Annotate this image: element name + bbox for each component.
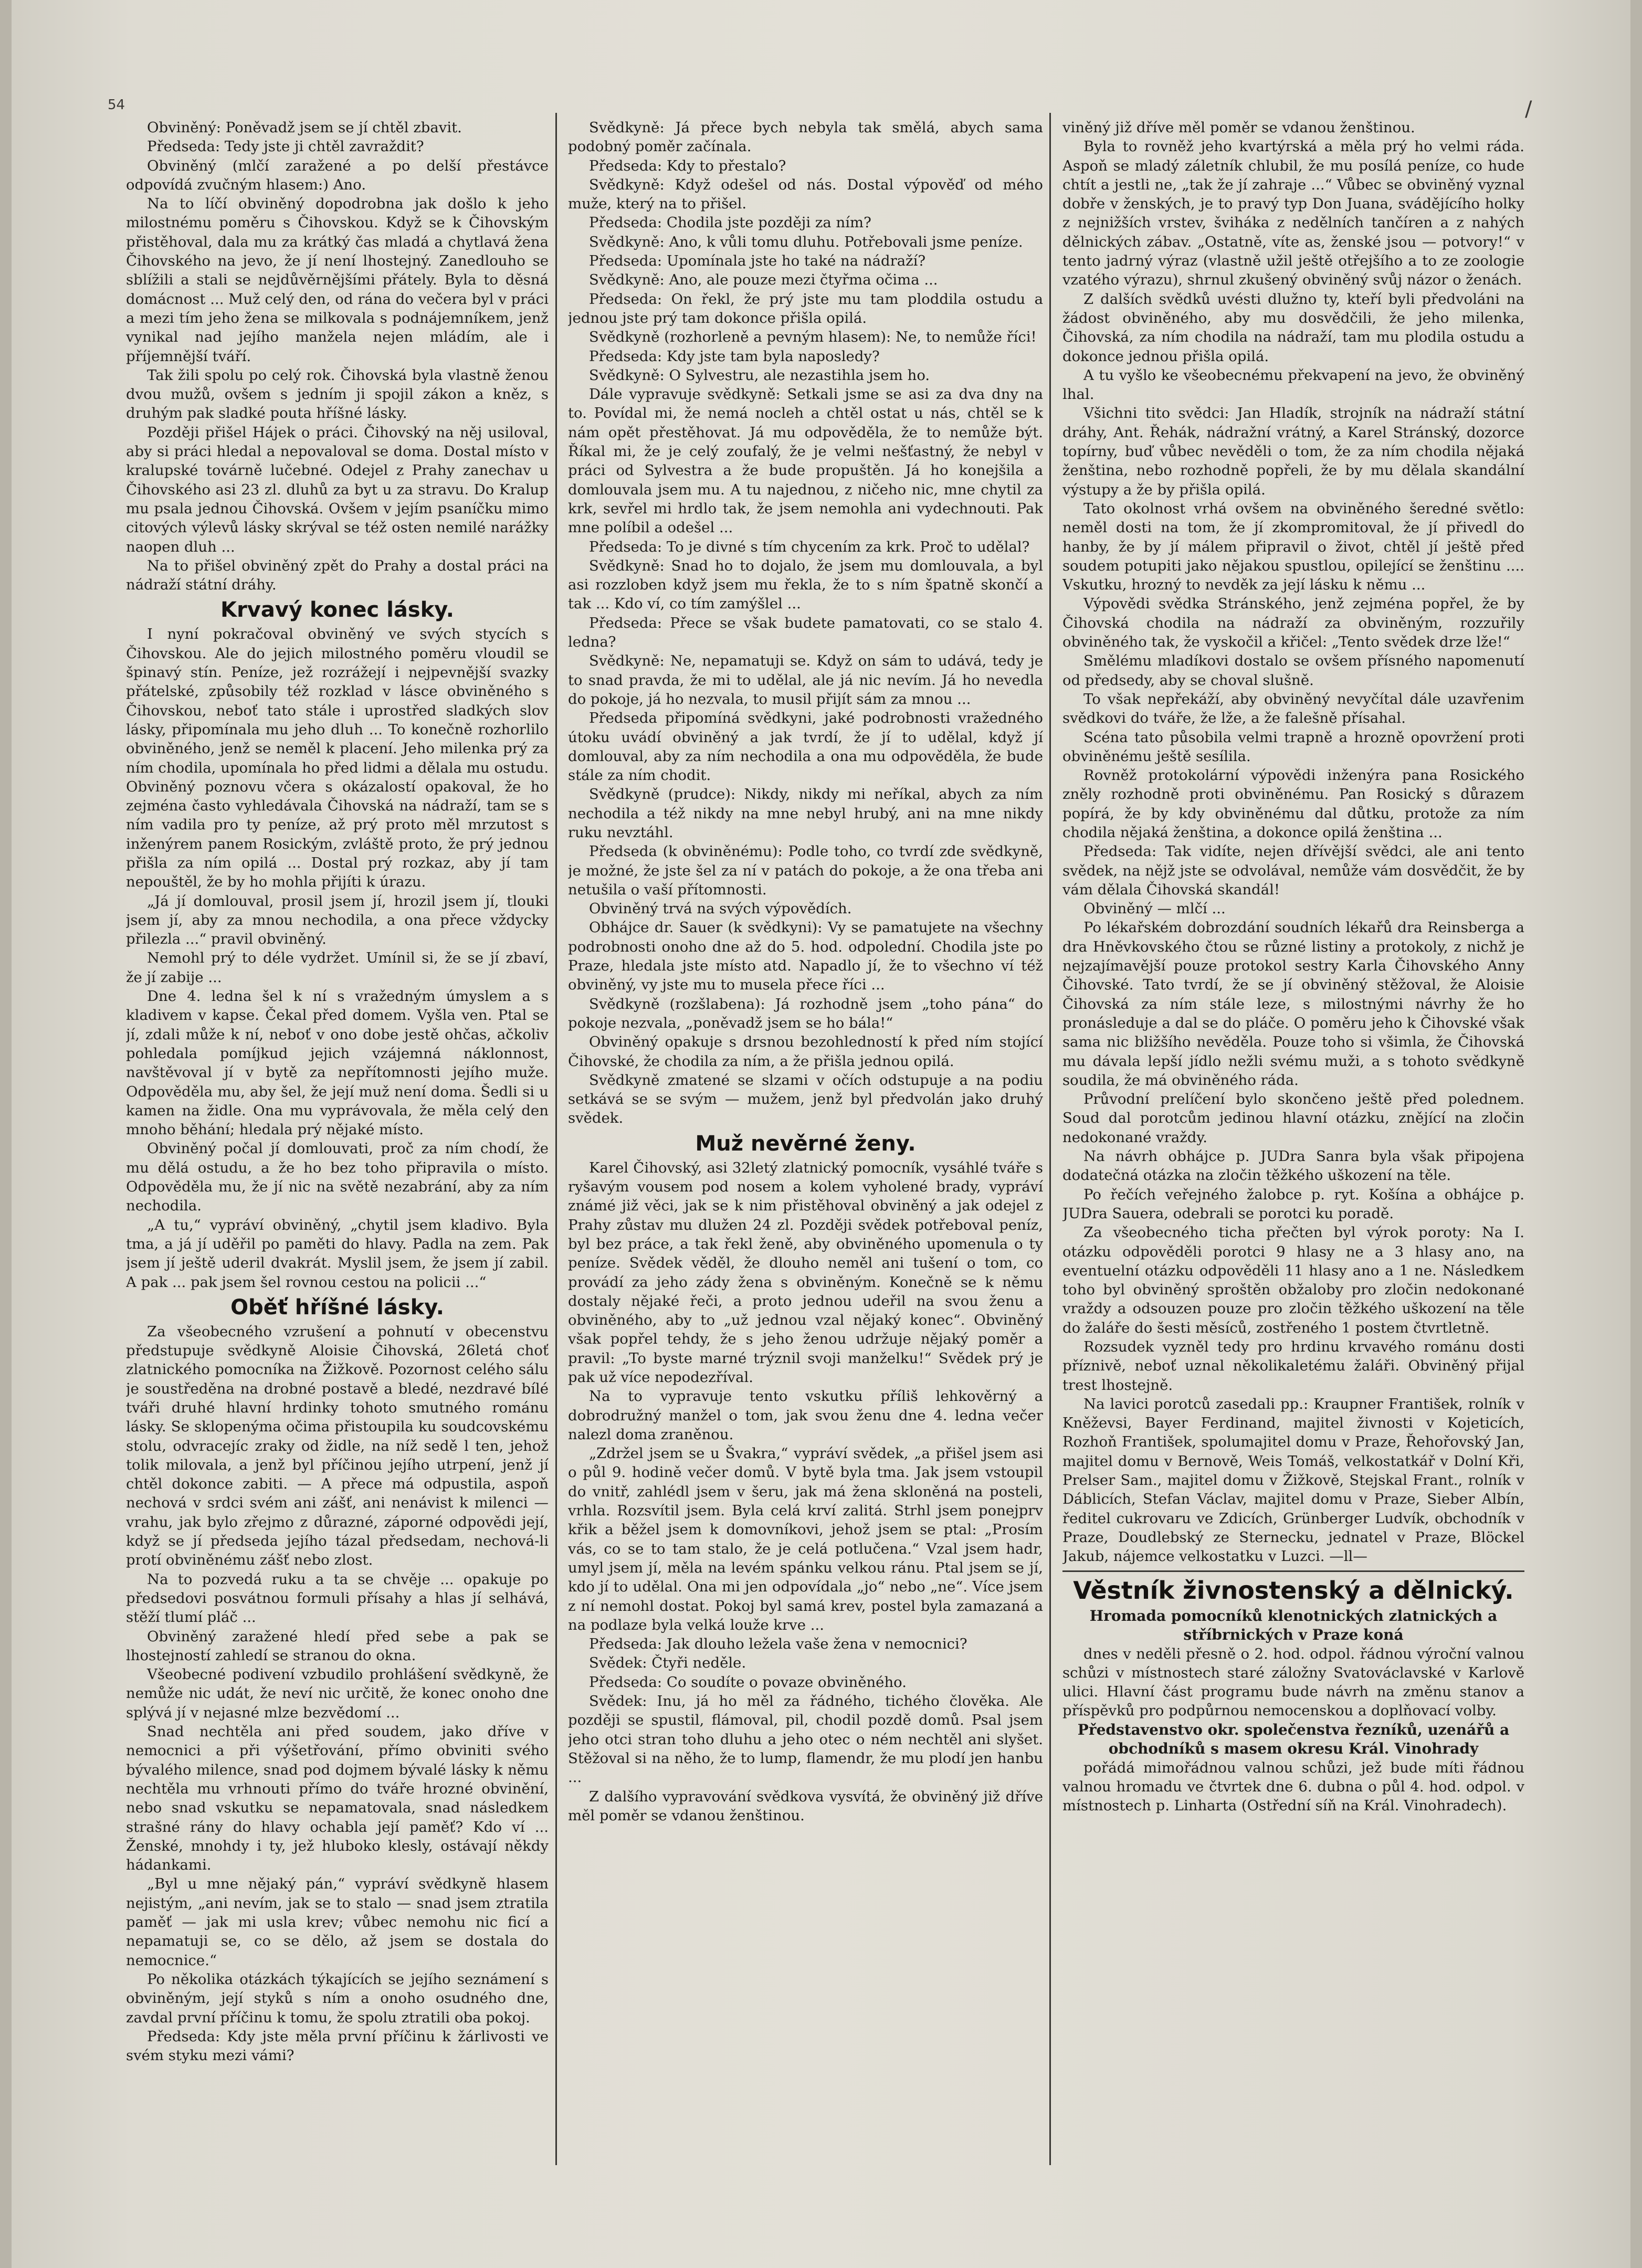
paragraph: Z dalšího vypravování svědkova vysvítá, že obviněný již dříve měl poměr se vdanou ženštinou. [568,1788,1043,1824]
paragraph: Předseda: Kdy to přestalo? [589,157,786,174]
paragraph: „Já jí domlouval, prosil jsem jí, hrozil jsem jí, tlouki jsem jí, aby za mnou nechodila, a ona přece vždycky přilezla ...“ pravil obviněný. [126,892,549,948]
page-corner-number: 54 [108,97,125,113]
section-heading: Muž nevěrné ženy. [695,1131,916,1156]
column-rule-2 [1049,113,1051,2165]
page-right-edge [1630,0,1642,2268]
paragraph: A tu vyšlo ke všeobecnému překvapení na jevo, že obviněný lhal. [1062,366,1524,403]
paragraph: Svědek: Čtyři neděle. [589,1654,746,1672]
paragraph: Všichni tito svědci: Jan Hladík, strojník na nádraží státní dráhy, Ant. Řehák, nádražní vrátný, a Karel Stránský, dozorce topírny, buď vůbec nevěděli o tom, že za ním chodila nějaká ženština, nebo rozhodně popřeli, že by mu dělala skandální výstupy a že by přišla opilá. [1062,405,1524,498]
page-left-edge [0,0,12,2268]
column-rule-1 [555,113,557,2165]
paragraph: Z dalších svědků uvésti dlužno ty, kteří byli předvoláni na žádost obviněného, aby mu dosvědčili, že jeho milenka, Čihovská, za ním chodila na nádraží, tam mu plodila ostudu a dokonce jednou přišla opilá. [1062,290,1524,365]
paragraph: Svědkyně: Já přece bych nebyla tak smělá, abych sama podobný poměr začínala. [568,119,1043,155]
paragraph: Předseda: Tedy jste ji chtěl zavraždit? [147,138,424,155]
paragraph: Obviněný trvá na svých výpovědích. [589,900,852,917]
section-heading: Oběť hříšné lásky. [230,1295,444,1320]
paragraph: Rozsudek vyzněl tedy pro hrdinu krvavého románu dosti příznivě, neboť uznal několikaletému žaláři. Obviněný přijal trest lhostejně. [1062,1338,1524,1394]
paragraph: Předseda: Přece se však budete pamatovati, co se stalo 4. ledna? [568,614,1043,651]
paragraph: Svědkyně: Ano, k vůli tomu dluhu. Potřebovali jsme peníze. [589,233,1023,250]
paragraph: Předseda: Chodila jste později za ním? [589,214,871,231]
article-column-3 [1062,118,1524,2165]
section-heading: Věstník živnostenský a dělnický. [1073,1576,1514,1605]
paragraph: Svědkyně (rozhorleně a pevným hlasem): Ne, to nemůže říci! [589,329,1037,346]
paragraph: Na to vypravuje tento vskutku příliš lehkověrný a dobrodružný manžel o tom, jak svou ženu dne 4. ledna večer nalezl doma zraněnou. [568,1388,1043,1443]
paragraph: Po lékařském dobrozdání soudních lékařů dra Reinsberga a dra Hněvkovského čtou se různé listiny a protokoly, z nichž je nejzajímavější pouze protokol sestry Karla Čihovského Anny Čihovské. Tato tvrdí, že se jí obviněný stěžoval, že Aloisie Čihovská za ním stále leze, s milostnými návrhy že ho pronásleduje a dal se do pláče. O poměru jeho k Čihovské však sama nic bližšího nevěděla. Pouze toho si všimla, že Čihovská mu dávala lepší jídlo nežli svému muži, a s tohoto svědkyně soudila, že má obviněného ráda. [1062,919,1524,1089]
paragraph: Za všeobecného ticha přečten byl výrok poroty: Na I. otázku odpověděli porotci 9 hlasy ne a 3 hlasy ano, na eventuelní otázku odpověděli 11 hlasy ano a 1 ne. Následkem toho byl obviněný sproštěn obžaloby pro zločin nedokonané vraždy a odsouzen pouze pro zločin těžkého uškození na těle do žaláře do šesti měsíců, zostřeného 1 postem čtvrtletně. [1062,1224,1524,1336]
paragraph: Všeobecné podivení vzbudilo prohlášení svědkyně, že nemůže nic udát, že neví nic určitě, že konec onoho dne splývá jí v nejasné mlze bezvědomí ... [126,1666,549,1721]
paragraph: „Zdržel jsem se u Švakra,“ vypráví svědek, „a přišel jsem asi o půl 9. hodině večer domů. V bytě byla tma. Jak jsem vstoupil do vnitř, zahlédl jsem v šeru, jak má žena skloněná na posteli, vrhla. Rozsvítil jsem. Byla celá krví zalitá. Strhl jsem ponejprv křik a běžel jsem k domovníkovi, jehož jsem se ptal: „Prosím vás, co se to tam stalo, že je celá potlučena.“ Vzal jsem hadr, umyl jsem jí, měla na levém spánku velkou ránu. Ptal jsem se jí, kdo jí to udělal. Ona mi jen odpovídala „jo“ nebo „ne“. Více jsem z ní nemohl dostat. Pokoj byl samá krev, postel byla zamazaná a na podlaze byla velká louže krve ... [568,1445,1043,1633]
paragraph: I nyní pokračoval obviněný ve svých stycích s Čihovskou. Ale do jejich milostného poměru vloudil se špinavý stín. Peníze, jež rozrážejí i nejpevnější svazky přátelské, způsobily též rozklad v lásce obviněného s Čihovskou, neboť tato stále i uprostřed sladkých slov lásky, připomínala mu jeho dluh ... To konečně rozhorlilo obviněného, jenž se neměl k placení. Jeho milenka prý za ním chodila, upomínala ho před lidmi a dělala mu ostudu. Obviněný poznovu včera s okázalostí opakoval, že ho zejména často vyhledávala Čihovská na nádraží, tam se s ním vadila pro ty peníze, až prý proto měl mrzutost s inženýrem panem Rosickým, zvláště proto, že prý jednou přišla za ním opilá ... Dostal prý rozkaz, aby jí tam nepouštěl, že by ho mohla přijíti k úrazu. [126,626,549,891]
paragraph: Na to líčí obviněný dopodrobna jak došlo k jeho milostnému poměru s Čihovskou. Když se k Čihovským přistěhoval, dala mu za krátký čas mladá a chytlavá žena Čihovského na jevo, že jí není lhostejný. Zanedlouho se sblížili a stali se nejdůvěrnějšími přátely. Byla to děsná domácnost ... Muž celý den, od rána do večera byl v práci a mezi tím jeho žena se milkovala s podnájemníkem, jenž vynikal nad jejího manžela nejen mládím, ale i příjemnější tváří. [126,195,549,365]
paragraph: Tato okolnost vrhá ovšem na obviněného šeredné světlo: neměl dosti na tom, že jí zkompromitoval, že jí přivedl do hanby, že by jí málem připravil o život, chtěl jí ještě před soudem potupiti jako nějakou spustlou, opilející se ženštinu .... Vskutku, hrozný to nevděk za její lásku k němu ... [1062,500,1524,594]
paragraph: Snad nechtěla ani před soudem, jako dříve v nemocnici a při výšetřování, přímo obviniti svého bývalého milence, snad pod dojmem bývalé lásky k němu nechtěla mu vrhnouti přímo do tváře hrozné obvinění, nebo snad vskutku se nepamatovala, snad následkem strašné rány do hlavy ochabla její paměť? Kdo ví ... Ženské, mnohdy i ty, jež hluboko klesly, ostávají někdy hádankami. [126,1723,549,1874]
article-column-1 [126,118,549,2165]
paragraph: Obviněný: Poněvadž jsem se jí chtěl zbavit. [147,119,462,136]
paragraph: viněný již dříve měl poměr se vdanou ženštinou. [1062,119,1415,136]
paragraph: Předseda: To je divné s tím chycením za krk. Proč to udělal? [589,538,1030,555]
paragraph: Předseda: Co soudíte o povaze obviněného. [589,1673,907,1691]
paragraph: Na lavici porotců zasedali pp.: Kraupner František, rolník v Kněževsi, Bayer Ferdinand, majitel živnosti v Kojeticích, Rozhoň František, spolumajitel domu v Praze, Řehořovský Jan, majitel domu v Bernově, Weis Tomáš, velkostatkář v Dolní Kři, Prelser Sam., majitel domu v Žižkově, Stejskal Frant., rolník v Dáblicích, Stefan Václav, majitel domu v Praze, Sieber Albín, ředitel cukrovaru ve Zdicích, Grünberger Ludvík, obchodník v Praze, Doudlebský ze Sternecku, jednatel v Praze, Blöckel Jakub, nájemce velkostatku v Luzci. —ll— [1062,1395,1524,1565]
paragraph: dnes v neděli přesně o 2. hod. odpol. řádnou výroční valnou schůzi v místnostech staré záložny Svatováclavské v Karlově ulici. Hlavní část programu bude návrh na změnu stanov a příspěvků pro podpůrnou nemocenskou a doplňovací volby. [1062,1645,1524,1720]
paragraph: pořádá mimořádnou valnou schůzi, jež bude míti řádnou valnou hromadu ve čtvrtek dne 6. dubna o půl 4. hod. odpol. v místnostech p. Linharta (Ostřední síň na Král. Vinohradech). [1062,1759,1524,1815]
paragraph: Později přišel Hájek o práci. Čihovský na něj usiloval, aby si práci hledal a nepovaloval se doma. Dostal místo v kralupské továrně lučebné. Odejel z Prahy zanechav u Čihovského asi 23 zl. dluhů za byt u za stravu. Do Kralup mu psala jednou Čihovská. Ovšem v jejím psaníčku mimo citových výlevů lásky skrýval se též osten nemilé narážky naopen dluh ... [126,424,549,555]
paragraph: Obviněný opakuje s drsnou bezohledností k před ním stojící Čihovské, že chodila za ním, a že přišla jednou opilá. [568,1033,1043,1070]
paragraph: Svědkyně: Snad ho to dojalo, že jsem mu domlouvala, a byl asi rozzloben když jsem mu řekla, že to s ním špatně skončí a tak ... Kdo ví, co tím zamýšlel ... [568,557,1043,613]
paragraph: Obviněný (mlčí zaražené a po delší přestávce odpovídá zvučným hlasem:) Ano. [126,157,549,193]
paragraph: Svědkyně: O Sylvestru, ale nezastihla jsem ho. [589,366,930,384]
paragraph: Obviněný počal jí domlouvati, proč za ním chodí, že mu dělá ostudu, a že ho bez toho připravila o místo. Odpověděla mu, že jí nic na světě nezabrání, aby za ním nechodila. [126,1140,549,1215]
paragraph: Výpovědi svědka Stránského, jenž zejména popřel, že by Čihovská chodila na nádraží za obviněným, rozzuřily obviněného tak, že vyskočil a křičel: „Tento svědek drze lže!“ [1062,595,1524,651]
paragraph: Předseda: Kdy jste měla první příčinu k žárlivosti ve svém styku mezi vámi? [126,2028,549,2064]
paragraph: „A tu,“ vypráví obviněný, „chytil jsem kladivo. Byla tma, a já jí uděřil po paměti do hlavy. Padla na zem. Pak jsem jí ještě uderil dvakrát. Myslil jsem, že jsem jí zabil. A pak ... pak jsem šel rovnou cestou na policii ...“ [126,1216,549,1291]
paragraph: Scéna tato působila velmi trapně a hrozně opovržení proti obviněnému ještě sesílila. [1062,729,1524,765]
paragraph: Předseda připomíná svědkyni, jaké podrobnosti vražedného útoku uvádí obviněný a jak tvrdí, že jí to udělal, když jí domlouval, aby za ním nechodila a ona mu odpověděla, že bude stále za ním chodit. [568,710,1043,784]
paragraph: Svědkyně (prudce): Nikdy, nikdy mi neříkal, abych za ním nechodila a též nikdy na mne nebyl hrubý, ani na mne nikdy ruku nevztáhl. [568,786,1043,841]
top-corner-mark: / [1525,97,1532,121]
paragraph: Předseda: On řekl, že prý jste mu tam ploddila ostudu a jednou jste prý tam dokonce přišla opilá. [568,290,1043,326]
paragraph: Smělému mladíkovi dostalo se ovšem přísného napomenutí od předsedy, aby se choval slušně. [1062,652,1524,689]
paragraph: Předseda: Tak vidíte, nejen dřívější svědci, ale ani tento svědek, na nějž jste se odvolával, nemůže vám dosvědčit, že by vám dělala Čihovská skandál! [1062,843,1524,898]
notice-heading: Hromada pomocníků klenotnických zlatnických a stříbrnických v Praze koná [1089,1607,1498,1643]
paragraph: Byla to rovněž jeho kvartýrská a měla prý ho velmi ráda. Aspoň se mladý záletník chlubil, že mu posílá peníze, co hude chtít a jestli ne, „tak že jí zahraje ...“ Vůbec se obviněný vyznal dobře v ženských, je to pravý typ Don Juana, svádějícího holky z nejnižších vrstev, šviháka z nedělních tančíren a z nahých dělnických zábav. „Ostatně, víte as, ženské jsou — potvory!“ v tento jadrný výraz (vlastně užil ještě otřejšího a to ze zoologie vzatého výrazu), shrnul zkušený obviněný svůj názor o ženách. [1062,138,1524,289]
notice-heading: Představenstvo okr. společenstva řezníků, uzenářů a obchodníků s masem okresu Král. Vinohrady [1077,1721,1510,1757]
paragraph: Dne 4. ledna šel k ní s vražedným úmyslem a s kladivem v kapse. Čekal před domem. Vyšla ven. Ptal se jí, zdali může k ní, neboť v ono dobe jestě ohčas, ačkoliv pohledala pomíjkud jejich vzájemná náklonnost, navštěvoval jí v bytě za nepřítomnosti jejího muže. Odpověděla mu, aby šel, že její muž není doma. Šedli si u kamen na židle. Ona mu vyprávovala, že měla celý den mnoho běhání; hledala prý nějaké místo. [126,988,549,1138]
paragraph: Svědkyně: Když odešel od nás. Dostal výpověď od mého muže, který na to přišel. [568,176,1043,213]
paragraph: To však nepřekáží, aby obviněný nevyčítal dále uzavřenim svědkovi do tváře, že lže, a že falešně přísahal. [1062,690,1524,727]
paragraph: Svědkyně (rozšlabena): Já rozhodně jsem „toho pána“ do pokoje nezvala, „poněvadž jsem se ho bála!“ [568,995,1043,1031]
paragraph: Obhájce dr. Sauer (k svědkyni): Vy se pamatujete na všechny podrobnosti onoho dne až do 5. hod. odpolední. Chodila jste po Praze, hledala jste místo atd. Napadlo jí, že to všechno ví též obviněný, vy jste mu to musela přece říci ... [568,919,1043,994]
paragraph: Svědkyně zmatené se slzami v očích odstupuje a na podiu setkává se se svým — mužem, jenž byl předvolán jako druhý svědek. [568,1071,1043,1127]
paragraph: Svědkyně: Ano, ale pouze mezi čtyřma očima ... [589,271,938,289]
paragraph: Průvodní prelíčení bylo skončeno ještě před polednem. Soud dal porotcům jedinou hlavní otázku, znějící na zločin nedokonané vraždy. [1062,1091,1524,1146]
paragraph: Svědek: Inu, já ho měl za řádného, tichého člověka. Ale později se spustil, flámoval, pil, chodil pozdě domů. Psal jsem jeho otci stran toho dluhu a jeho otec o ném nechtěl ani slyšet. Stěžoval si na něho, že to lump, flamendr, že mu plodí jen hanbu ... [568,1693,1043,1786]
paragraph: Po několika otázkách týkajících se jejího seznámení s obviněným, její styků s ním a onoho osudného dne, zavdal první příčinu k tomu, že spolu ztratili oba pokoj. [126,1970,549,2026]
paragraph: Karel Čihovský, asi 32letý zlatnický pomocník, vysáhlé tváře s ryšavým vousem pod nosem a kolem vyholené brady, vypráví známé již věci, jak se k nim přistěhoval obviněný a jak odejel z Prahy zůstav mu dlužen 24 zl. Později svědek potřeboval peníz, byl bez práce, a tak řekl ženě, aby obviněného upomenula o ty peníze. Svědek věděl, že dlouho neměl ani tušení o tom, co provádí za jeho zády žena s obviněným. Konečně se k němu dostaly nějaké řeči, a proto jednou udeřil na svou ženu a obviněného, aby to „už jednou vzal nějaký konec“. Obviněný však popřel tehdy, že s jeho ženou udržuje nějaký poměr a pravil: „To byste marné trýznil svoji manželku!“ Svědek prý je pak už více nepodezříval. [568,1159,1043,1386]
paragraph: Obviněný — mlčí ... [1083,900,1226,917]
paragraph: Na to pozvedá ruku a ta se chvěje ... opakuje po předsedovi posvátnou formuli přísahy a hlas jí selhává, stěží tlumí pláč ... [126,1570,549,1626]
section-divider [1062,1570,1524,1572]
paragraph: Na návrh obhájce p. JUDra Sanra byla však připojena dodatečná otázka na zločin těžkého uškození na těle. [1062,1148,1524,1184]
paragraph: Tak žili spolu po celý rok. Čihovská byla vlastně ženou dvou mužů, ovšem s jedním ji spojil zákon a kněz, s druhým pak sladké pouta hříšné lásky. [126,366,549,422]
paragraph: „Byl u mne nějaký pán,“ vypráví svědkyně hlasem nejistým, „ani nevím, jak se to stalo — snad jsem ztratila paměť — jak mi usla krev; vůbec nemohu nic ficí a nepamatuji se, co se dělo, až jsem se dostala do nemocnice.“ [126,1875,549,1969]
paragraph: Dále vypravuje svědkyně: Setkali jsme se asi za dva dny na to. Povídal mi, že nemá nocleh a chtěl ostat u nás, chtěl se k nám opět přestěhovat. Já mu odpověděla, že to nemůže být. Říkal mi, že je celý zoufalý, že je velmi nešťastný, že nebyl v práci od Sylvestra a že bude propuštěn. Já ho konejšila a domlouvala jsem mu. A tu najednou, z ničeho nic, mne chytil za krk, sevřel mi hrdlo tak, že jsem nemohla ani vydechnouti. Pak mne políbil a odešel ... [568,386,1043,536]
paragraph: Nemohl prý to déle vydržet. Umínil si, že se jí zbaví, že jí zabije ... [126,950,549,986]
paragraph: Za všeobecného vzrušení a pohnutí v obecenstvu předstupuje svědkyně Aloisie Čihovská, 26letá choť zlatnického pomocníka na Žižkově. Pozornost celého sálu je soustředěna na drobné postavě a bledé, nezdravé bílé tváři druhé hlavní hrdinky tohoto smutného románu lásky. Se sklopenýma očima přistoupila ku soudcovskému stolu, odvracejíc zraky od židle, na níž sedě l ten, jehož tolik milovala, a jenž byl příčinou jejího utrpení, jenž jí chtěl dokonce zabiti. — A přece má odpustila, aspoň nechová v srdci svém ani zášť, ani nenávist k milenci — vrahu, jak bylo zřejmo z důrazné, záporné odpovědi její, když se jí předseda jejího tázal předsedam, nechová-li protí obviněnému zášť nebo zlost. [126,1323,549,1569]
paragraph: Po řečích veřejného žalobce p. ryt. Košína a obhájce p. JUDra Sauera, odebrali se porotci ku poradě. [1062,1186,1524,1222]
paragraph: Předseda (k obviněnému): Podle toho, co tvrdí zde svědkyně, je možné, že jste šel za ní v patách do pokoje, a že ona třeba ani netušila o vaší přítomnosti. [568,843,1043,898]
paragraph: Předseda: Upomínala jste ho také na nádraží? [589,252,926,270]
section-heading: Krvavý konec lásky. [220,598,454,623]
paragraph: Předseda: Kdy jste tam byla naposledy? [589,347,880,365]
article-column-2 [568,118,1043,2165]
paragraph: Svědkyně: Ne, nepamatuji se. Když on sám to udává, tedy je to snad pravda, že mi to udělal, ale já nic nevím. Já ho nevedla do pokoje, já ho nezvala, to musil přijít sám za mnou ... [568,652,1043,708]
paragraph: Obviněný zaražené hledí před sebe a pak se lhostejností zahledí se stranou do okna. [126,1628,549,1664]
paragraph: Předseda: Jak dlouho ležela vaše žena v nemocnici? [589,1636,967,1653]
paragraph: Rovněž protokolární výpovědi inženýra pana Rosického zněly rozhodně proti obviněnému. Pan Rosický s důrazem popírá, že by kdy obviněnému dal důtku, protože za ním chodila nějaká ženština, a dokonce opilá ženština ... [1062,767,1524,841]
paragraph: Na to přišel obviněný zpět do Prahy a dostal práci na nádraží státní dráhy. [126,557,549,594]
